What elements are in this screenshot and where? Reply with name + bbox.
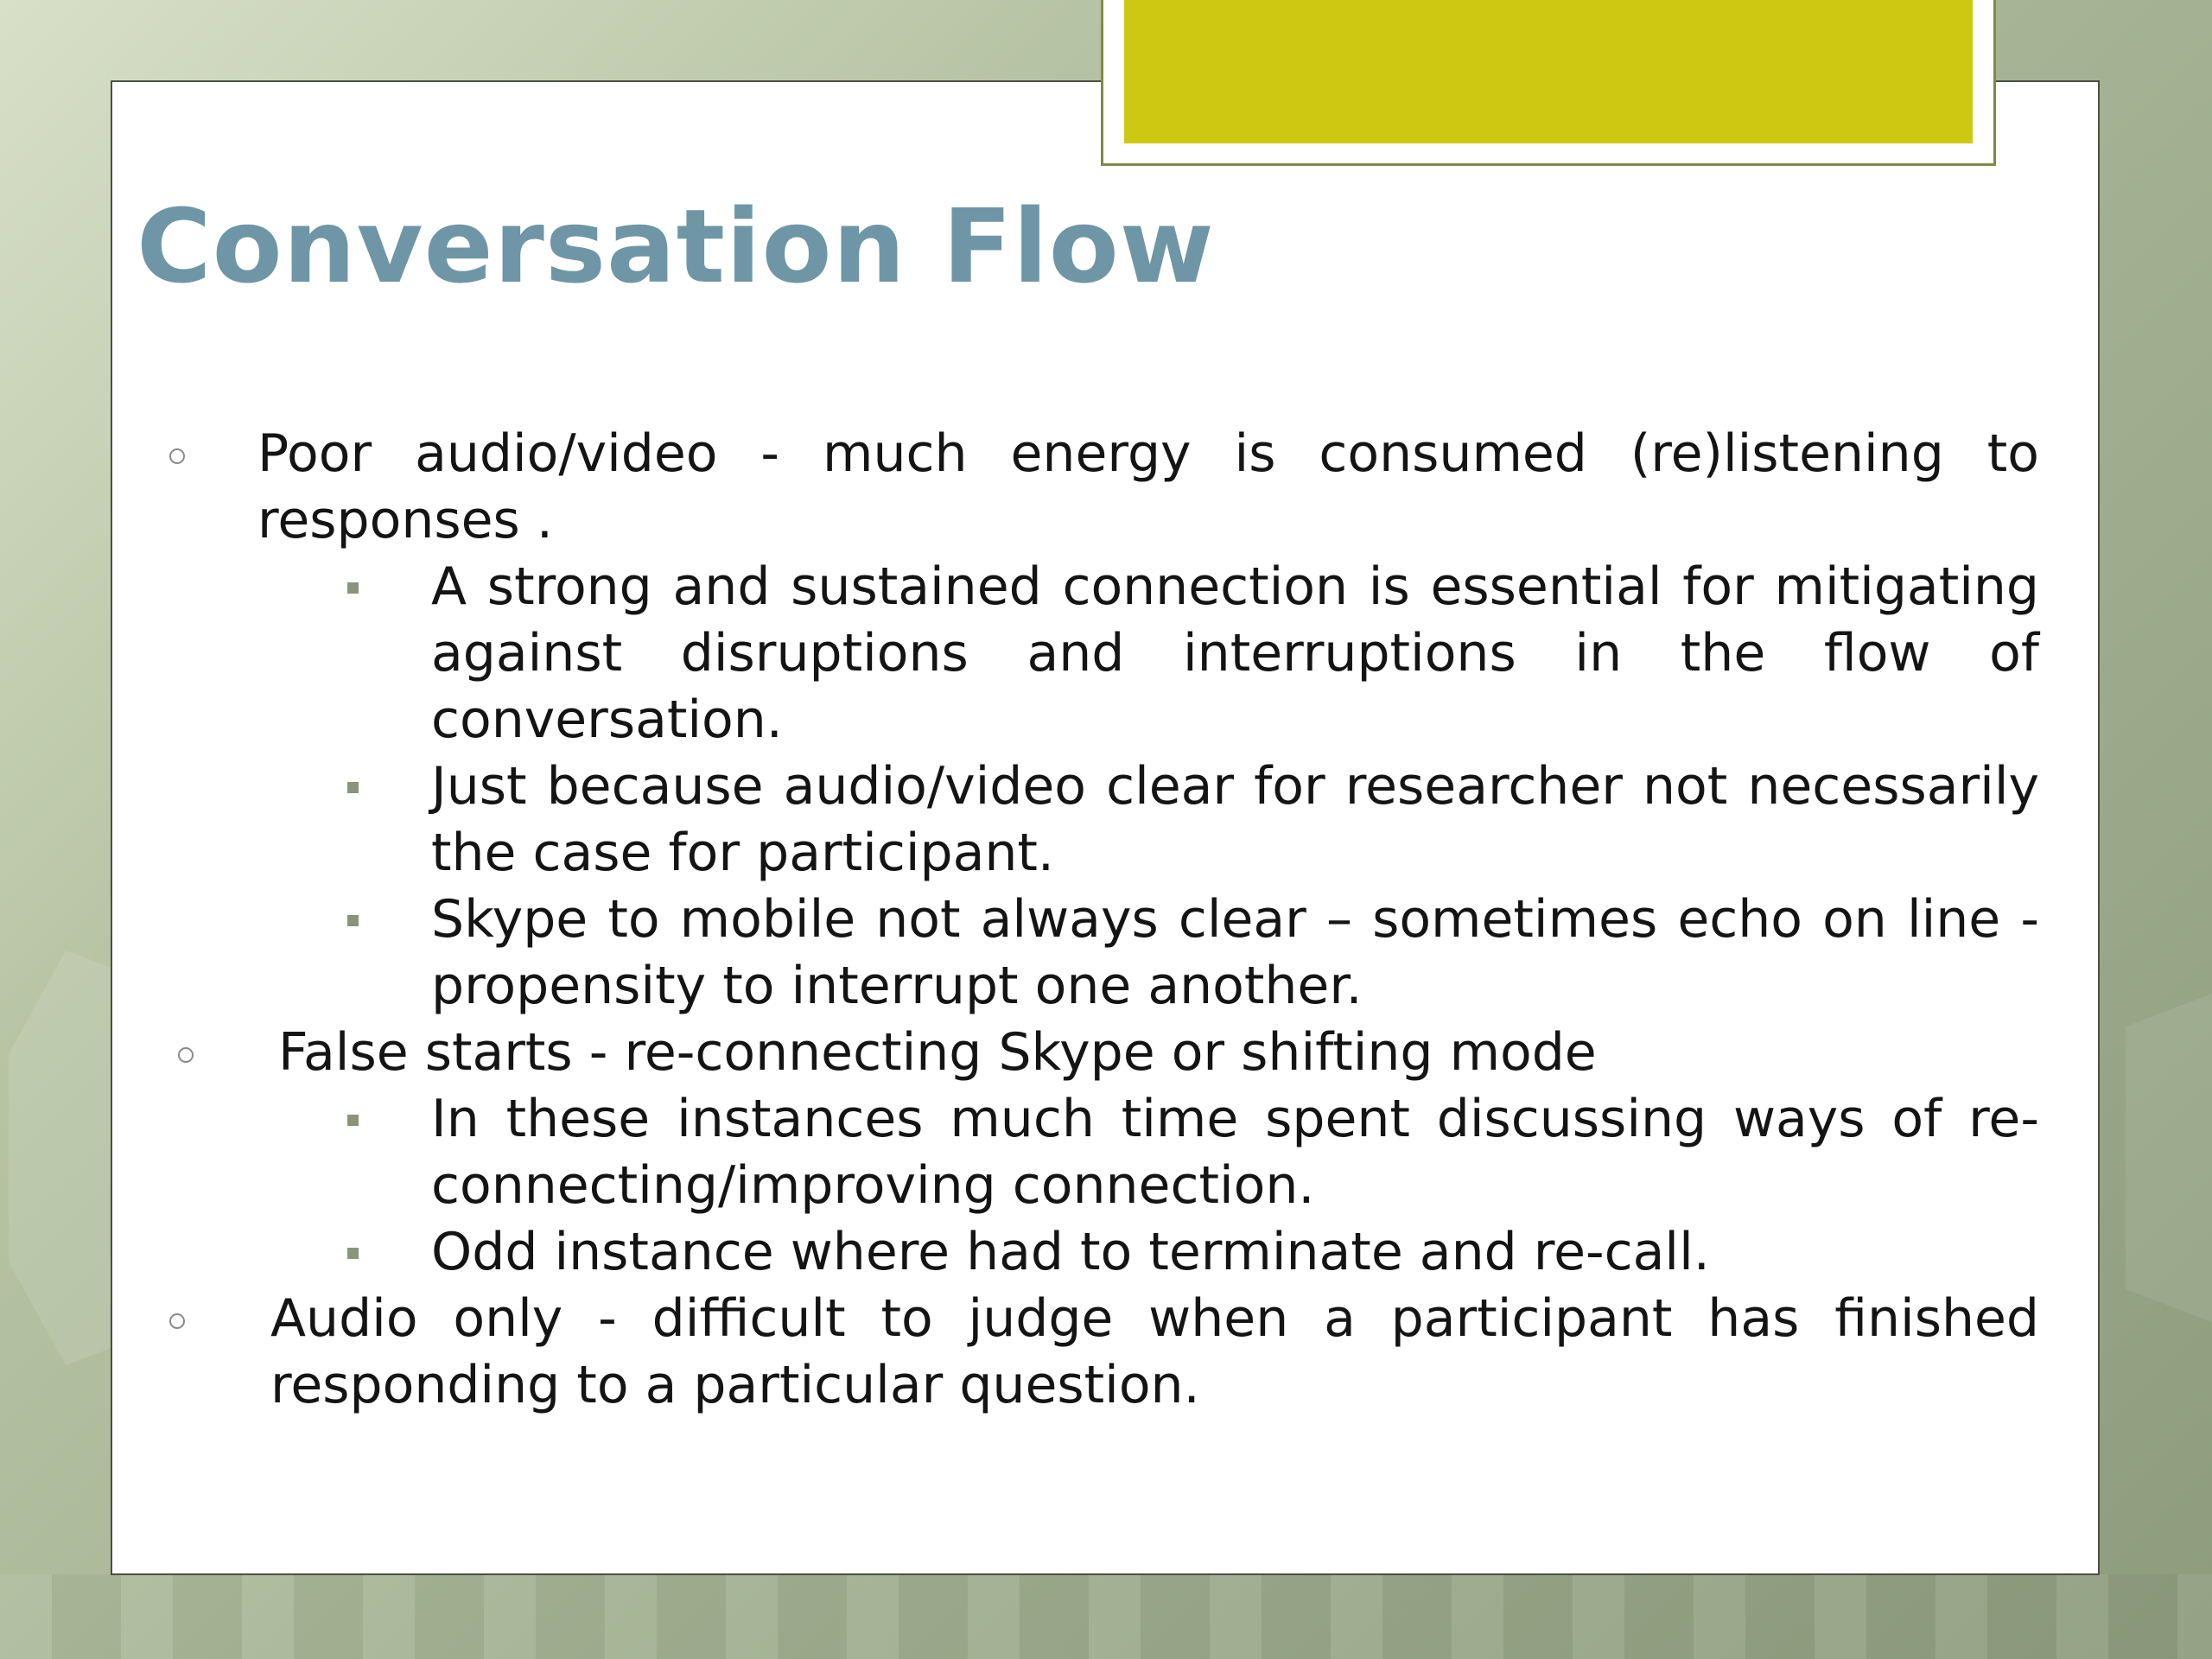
sub-bullet-item <box>156 1219 2039 1286</box>
sub-bullet-item <box>156 887 2039 1020</box>
sub-bullet-text: Skype to mobile not always clear – sometimes echo on line - propensity to interrupt one another. <box>431 889 2039 1016</box>
sub-bullet-item <box>156 1086 2039 1219</box>
square-bullet-icon <box>347 1248 359 1259</box>
bullet-text: Poor audio/video - much energy is consumed (re)listening to responses . <box>257 423 2039 550</box>
slide-title: Conversation Flow <box>137 187 1215 306</box>
bullet-item <box>156 1020 2039 1086</box>
sub-bullet-text: In these instances much time spent discussing ways of re-connecting/improving connection. <box>431 1089 2039 1216</box>
bullet-item <box>156 1286 2039 1419</box>
sub-bullet-item <box>156 753 2039 887</box>
background-band <box>0 1574 2212 1659</box>
sub-bullet-text: A strong and sustained connection is essential for mitigating against disruptions and interruptions in the flow of conversation. <box>431 556 2039 750</box>
square-bullet-icon <box>347 1115 359 1126</box>
bullet-item <box>156 421 2039 554</box>
circle-bullet-icon <box>169 448 185 464</box>
sub-bullet-text: Just because audio/video clear for researcher not necessarily the case for participant. <box>431 756 2039 883</box>
background-shape <box>2126 994 2212 1322</box>
accent-block <box>1124 0 1973 143</box>
sub-bullet-item <box>156 554 2039 753</box>
bullet-text: False starts - re-connecting Skype or shifting mode <box>278 1022 1597 1083</box>
square-bullet-icon <box>347 582 359 594</box>
square-bullet-icon <box>347 915 359 926</box>
bullet-text: Audio only - difficult to judge when a participant has finished responding to a particular question. <box>270 1288 2039 1415</box>
circle-bullet-icon <box>169 1313 185 1329</box>
sub-bullet-text: Odd instance where had to terminate and re-call. <box>431 1222 1710 1282</box>
square-bullet-icon <box>347 782 359 793</box>
bullet-list <box>156 421 2039 1419</box>
circle-bullet-icon <box>178 1047 194 1063</box>
